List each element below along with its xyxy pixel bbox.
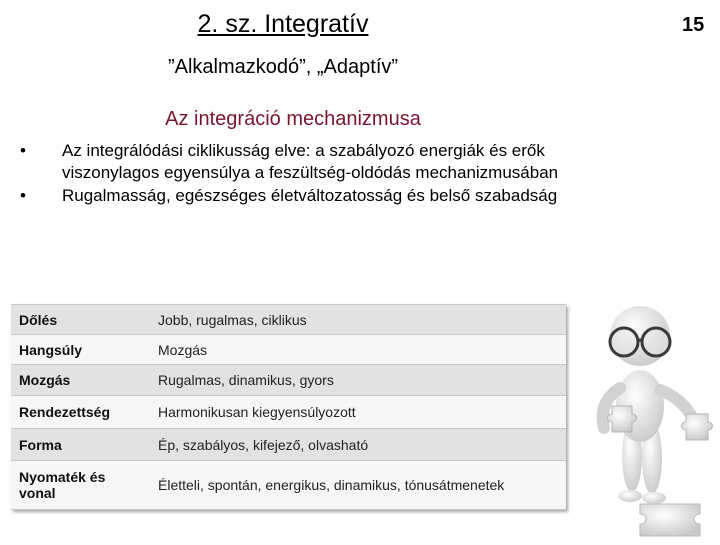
- bullet-item: [20, 185, 560, 207]
- puzzle-figure-icon: [570, 296, 720, 540]
- row-key: Rendezettség: [11, 396, 150, 429]
- row-key: Hangsúly: [11, 335, 150, 365]
- table-row: [11, 396, 566, 429]
- bullet-item: [20, 140, 560, 183]
- table-row: [11, 365, 566, 396]
- row-key: Mozgás: [11, 365, 150, 396]
- slide-title: 2. sz. Integratív: [197, 10, 369, 38]
- row-value: Rugalmas, dinamikus, gyors: [150, 365, 566, 396]
- row-value: Mozgás: [150, 335, 566, 365]
- bullet-text: Rugalmasság, egészséges életváltozatosság és belső szabadság: [62, 186, 558, 205]
- table-row: [11, 429, 566, 461]
- table-row: [11, 305, 566, 335]
- bullet-icon: •: [20, 141, 26, 160]
- row-value: Életteli, spontán, energikus, dinamikus, tónusátmenetek: [150, 461, 566, 510]
- row-key: Forma: [11, 429, 150, 461]
- slide-subtitle: ”Alkalmazkodó”, „Adaptív”: [167, 56, 399, 78]
- row-value: Ép, szabályos, kifejező, olvasható: [150, 429, 566, 461]
- row-value: Harmonikusan kiegyensúlyozott: [150, 396, 566, 429]
- row-value: Jobb, rugalmas, ciklikus: [150, 305, 566, 335]
- bullet-list: [20, 140, 560, 209]
- section-heading: Az integráció mechanizmusa: [165, 108, 421, 130]
- table-row: [11, 461, 566, 510]
- properties-table: [11, 304, 566, 510]
- row-key: Dőlés: [11, 305, 150, 335]
- bullet-text: Az integrálódási ciklikusság elve: a szabályozó energiák és erők viszonylagos egyensúlya a feszültség-oldódás mechanizmusában: [62, 141, 559, 182]
- row-key: Nyomaték és vonal: [11, 461, 150, 510]
- page-number: 15: [682, 14, 705, 36]
- table-row: [11, 335, 566, 365]
- bullet-icon: •: [20, 186, 26, 205]
